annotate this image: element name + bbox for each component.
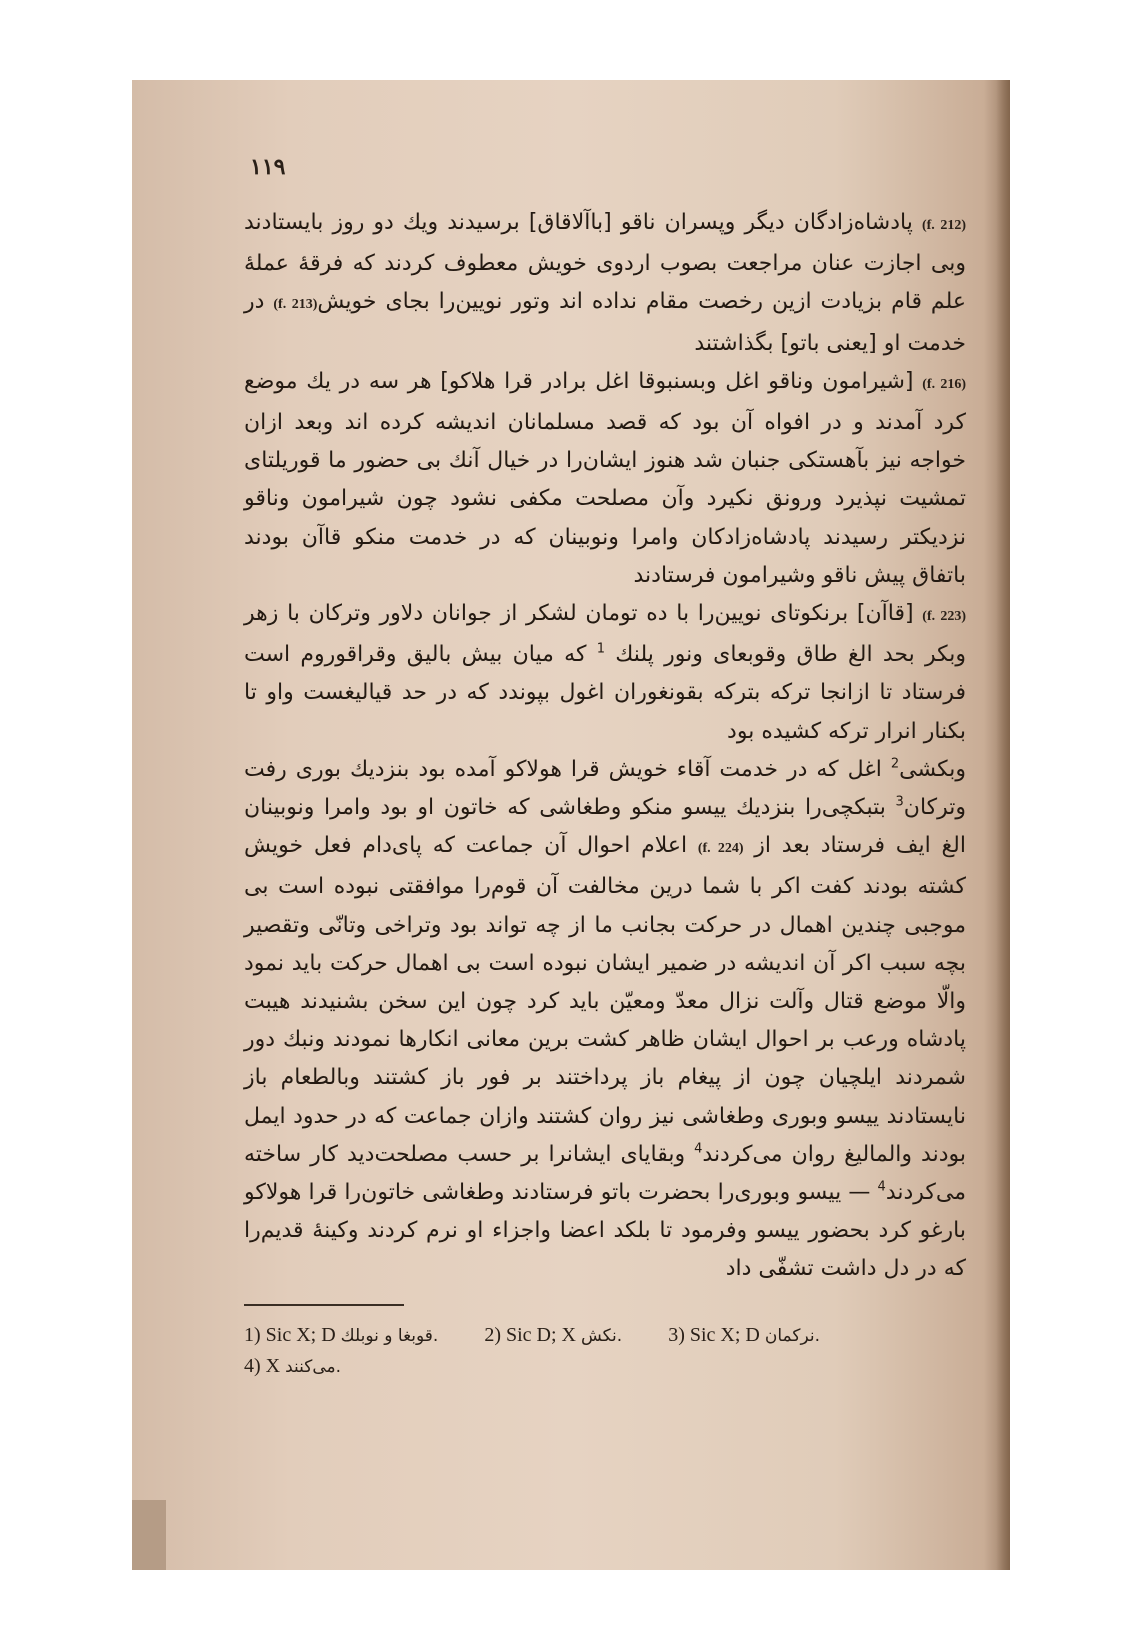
footnote-label: 4) X: [244, 1355, 281, 1377]
folio-ref: (f. 223): [922, 609, 966, 625]
footnote-2: [484, 1320, 622, 1351]
paragraph-text: پادشاه‌زادگان دیگر وپسران ناقو [باآلاقاق] برسیدند ویك دو روز بایستادند وبی اجازت عنان مراجعت بصوب اردوی خویش معطوف کردند که فرقهٔ عملهٔ علم قام بزیادت ازین رخصت مقام نداده اند وتور نویین‌را بجای خویش: [244, 210, 966, 315]
paragraph-3: [244, 595, 966, 751]
paragraph-text: [قاآن] برنکوتای نویین‌را با ده تومان لشکر از جوانان دلاور وترکان با زهر وبکر بحد الغ طاق وقوبعای ونور پلنك: [244, 601, 966, 668]
footnote-row: [244, 1320, 966, 1351]
footnotes: [244, 1320, 966, 1382]
footnote-value: نکش.: [581, 1326, 623, 1346]
folio-ref: (f. 216): [922, 376, 966, 392]
footnote-value: قوبغا و نوبلك.: [340, 1326, 439, 1346]
folio-ref: (f. 212): [921, 218, 966, 233]
footnote-marker: 3: [895, 794, 904, 810]
folio-ref: (f. 224): [697, 841, 744, 857]
page-gutter-shadow: [996, 80, 1010, 1570]
paragraph-text: بتبکچی‌را بنزدیك ییسو منکو وطغاشی که خاتون او بود وامرا ونوبینان الغ ایف فرستاد بعد از: [244, 795, 966, 859]
paragraph-text: وبقایای ایشانرا بر حسب مصلحت‌دید کار ساخته می‌کردند: [244, 1141, 967, 1206]
footnote-4: [244, 1351, 341, 1382]
footnote-value: می‌کنند.: [285, 1357, 342, 1377]
footnote-row: [244, 1351, 966, 1382]
footnote-divider: [244, 1304, 404, 1306]
paragraph-text: در خدمت او [یعنی باتو] بگذاشتند: [244, 289, 966, 356]
footnote-marker: 4: [694, 1141, 703, 1157]
folio-ref: (f. 213): [273, 297, 318, 313]
footnote-3: [668, 1320, 820, 1351]
body-text: [244, 204, 966, 1289]
footnote-label: 3) Sic X; D: [668, 1324, 760, 1346]
paragraph-text: — ییسو وبوری‌را بحضرت باتو فرستادند وطغاشی خاتون‌را قرا هولاکو بارغو کرد بحضور ییسو وفرمود تا بلکد اعضا واجزاء او نرم کردند وکینهٔ قدیم‌را که در دل داشت تشفّی داد: [244, 1180, 966, 1282]
paragraph-1: [244, 204, 966, 363]
footnote-marker: 4: [877, 1179, 886, 1195]
paragraph-2: [244, 363, 966, 595]
paragraph-text: وبکشی: [899, 756, 966, 782]
footnote-label: 2) Sic D; X: [484, 1324, 576, 1346]
footnote-1: [244, 1320, 438, 1351]
paragraph-text: که میان بیش بالیق وقراقوروم است فرستاد تا ازانجا ترکه بترکه بقونغوران اغول بپوندد که در حد قیالیغست واو تا بکنار انرار ترکه کشیده بود: [244, 642, 966, 744]
scanned-page: [132, 80, 1010, 1570]
paragraph-4: [244, 751, 966, 1289]
footnote-value: نرکمان.: [764, 1326, 820, 1346]
paragraph-text: اغل که در خدمت آقاء خویش قرا هولاکو آمده بود بنزدیك بوری رفت وترکان: [244, 756, 966, 821]
paragraph-text: [شیرامون وناقو اغل وبسنبوقا اغل برادر قرا هلاکو] هر سه در یك موضع کرد آمدند و در افواه آن بود که قصد مسلمانان اندیشه کرده اند وبعد ازان خواجه نیز بآهستکی جنبان شد هنوز ایشان‌را در خیال آنك بی حضور ما قوریلتای تمشیت نپذیرد ورونق نکیرد وآن مصلحت مکفی نشود چون شیرامون وناقو نزدیکتر رسیدند پادشاه‌زادکان وامرا ونوبینان که در خدمت منکو قاآن بودند باتفاق پیش ناقو وشیرامون فرستادند: [244, 368, 966, 588]
page-number: ۱۱۹: [250, 154, 286, 180]
footnote-marker: 2: [890, 756, 900, 772]
footnote-label: 1) Sic X; D: [244, 1324, 336, 1346]
footnote-marker: 1: [596, 641, 605, 657]
paragraph-text: اعلام احوال آن جماعت که پای‌دام فعل خویش کشته بودند کفت اکر با شما درین مخالفت آن قوم‌را موافقتی نبوده است بی موجبی چندین اهمال در حرکت بجانب ما از چه تواند بود وتراخی وتانّی وتقصیر بچه سبب اکر آن اندیشه در ضمیر ایشان نبوده است بی اهمال حرکت باید نمود والّا موضع قتال وآلت نزال معدّ ومعیّن باید کرد چون این سخن بشنیدند هیبت پادشاه ورعب بر احوال ایشان ظاهر کشت برین معانی انکارها نمودند ونبك دور شمردند ایلچیان چون از پیغام باز پرداختند بر فور باز کشتند وبالطعام باز نایستادند ییسو وبوری وطغاشی نیز روان کشتند وازان جماعت که در حدود ایمل بودند والمالیغ روان می‌کردند: [244, 833, 966, 1167]
page-corner: [132, 1500, 166, 1570]
